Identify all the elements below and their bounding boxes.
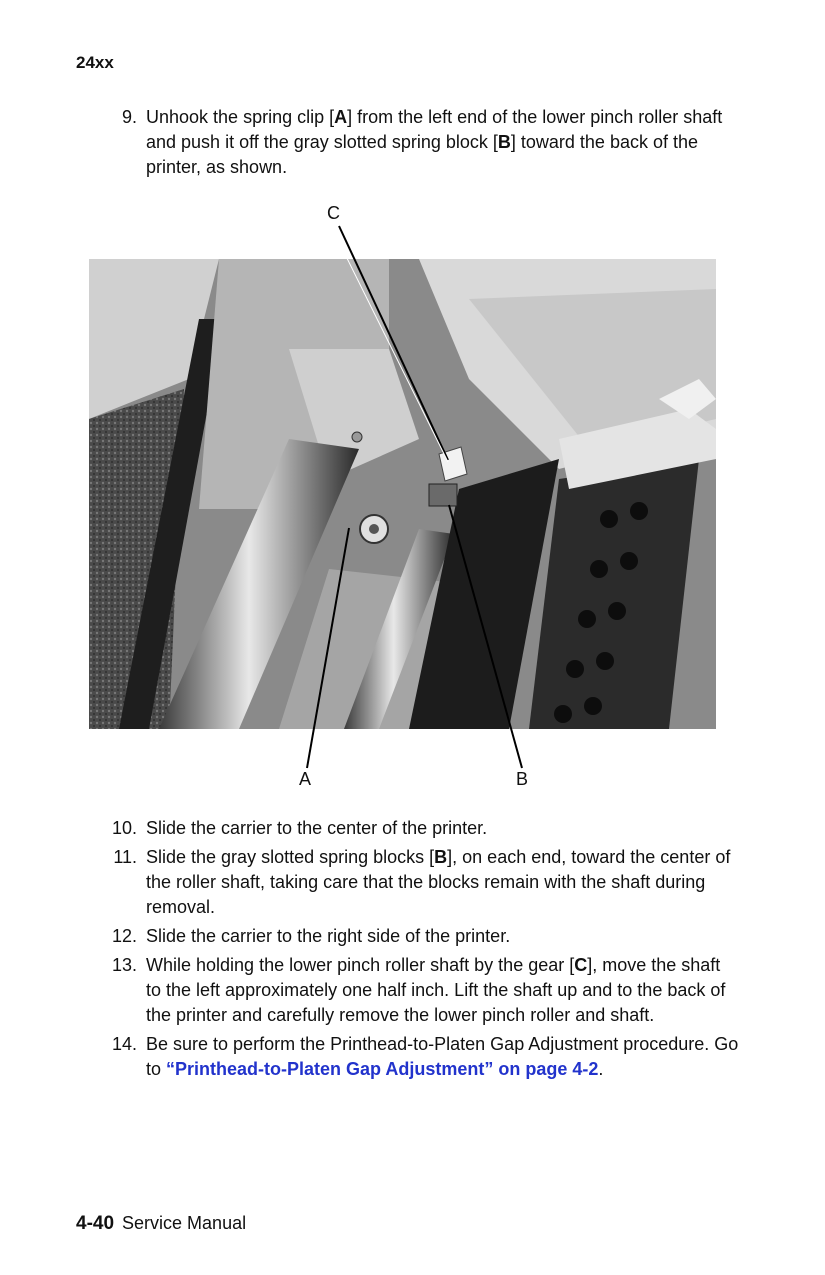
step-13 bbox=[100, 953, 740, 1028]
callout-c: C bbox=[327, 203, 340, 223]
step-text: Slide the carrier to the center of the printer. bbox=[146, 818, 488, 838]
step-text: Slide the gray slotted spring blocks [B], on each end, toward the center of the roller shaft, taking care that the blocks remain with the shaft during removal. bbox=[146, 847, 731, 917]
step-text: Be sure to perform the Printhead-to-Platen Gap Adjustment procedure. Go to “Printhead-to-Platen Gap Adjustment” on page 4-2. bbox=[146, 1034, 739, 1079]
step-number: 12. bbox=[111, 926, 137, 946]
step-number: 13. bbox=[111, 955, 137, 975]
manual-title: Service Manual bbox=[122, 1213, 247, 1233]
page-number: 4-40 bbox=[76, 1213, 115, 1234]
gap-adjustment-link[interactable]: “Printhead-to-Platen Gap Adjustment” on page 4-2 bbox=[166, 1059, 599, 1079]
step-11 bbox=[100, 845, 740, 920]
page-footer bbox=[76, 1213, 246, 1235]
step-text: Unhook the spring clip [A] from the left end of the lower pinch roller shaft and push it off the gray slotted spring block [B] toward the back of the printer, as shown. bbox=[146, 107, 723, 177]
steps-bottom bbox=[100, 816, 740, 1086]
step-14 bbox=[100, 1032, 740, 1082]
callout-b: B bbox=[516, 769, 529, 789]
step-10 bbox=[100, 816, 740, 841]
steps-top bbox=[100, 105, 740, 184]
running-header: 24xx bbox=[76, 53, 114, 72]
step-9 bbox=[100, 105, 740, 180]
step-number: 9. bbox=[121, 107, 137, 127]
step-text: While holding the lower pinch roller shaft by the gear [C], move the shaft to the left approximately one half inch. Lift the shaft up and to the back of the printer and carefully remove the lower pinch roller and shaft. bbox=[146, 955, 726, 1025]
step-text: Slide the carrier to the right side of the printer. bbox=[146, 926, 511, 946]
callout-a: A bbox=[299, 769, 312, 789]
step-12 bbox=[100, 924, 740, 949]
step-number: 11. bbox=[113, 847, 137, 867]
step-number: 10. bbox=[111, 818, 137, 838]
step-number: 14. bbox=[111, 1034, 137, 1054]
printer-photo bbox=[89, 259, 716, 729]
photo-illustration bbox=[89, 259, 716, 729]
